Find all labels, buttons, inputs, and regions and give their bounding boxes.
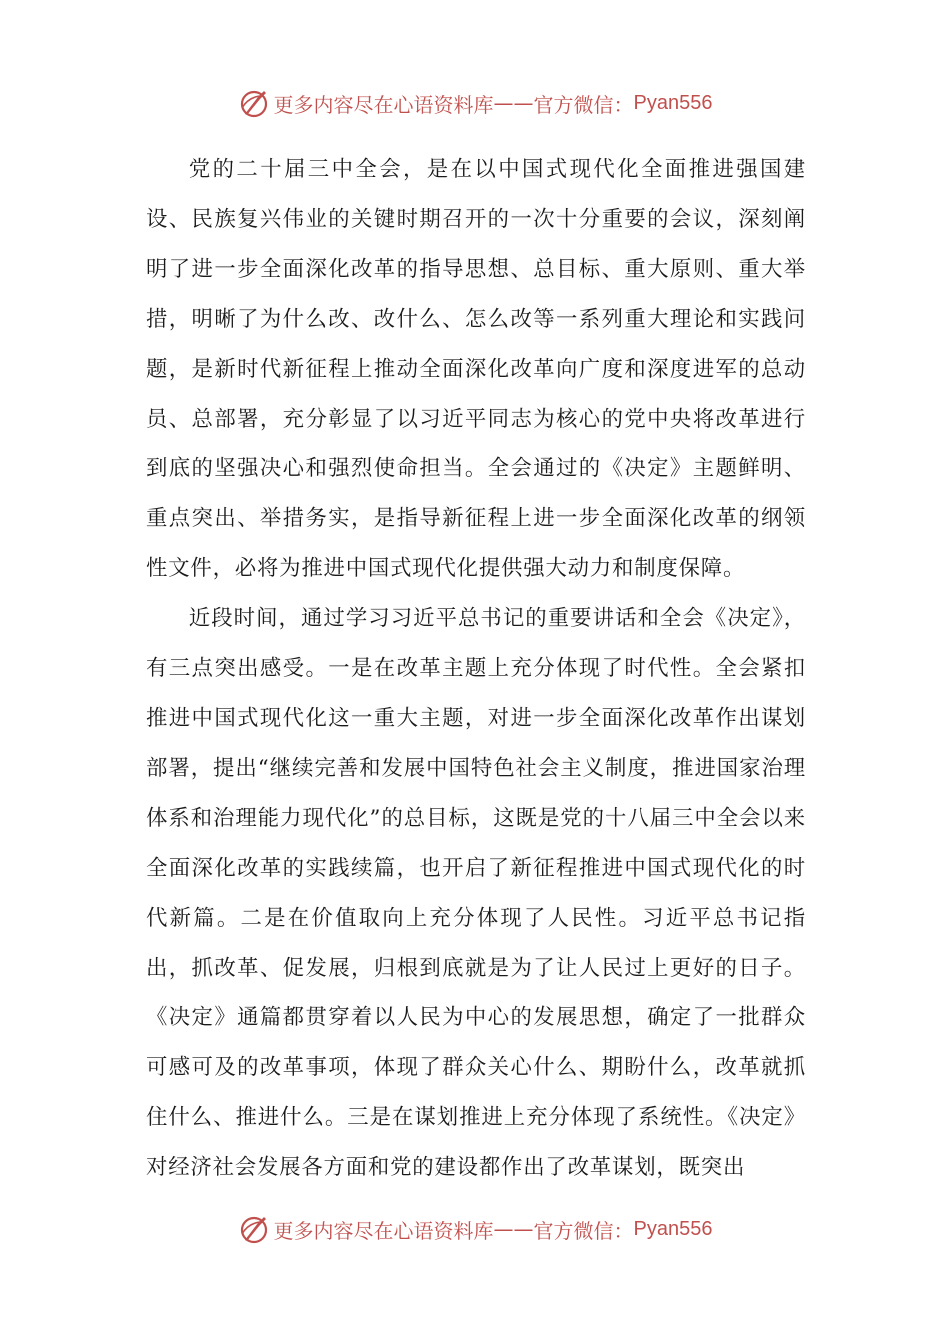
footer-banner [0,1209,950,1249]
header-banner-wechat-label: 官方微信： [533,92,634,117]
header-banner-dash: —— [493,91,534,115]
pen-nib-in-circle-icon [238,87,270,119]
footer-banner-wechat-label: 官方微信： [533,1218,634,1243]
header-banner-wechat-handle: Pyan556 [633,91,713,114]
pen-nib-in-circle-icon [238,1213,270,1245]
footer-banner-wechat-handle: Pyan556 [633,1217,713,1240]
footer-banner-dash: —— [493,1217,534,1241]
paragraph-2: 近段时间，通过学习习近平总书记的重要讲话和全会《决定》，有三点突出感受。一是在改革主题上充分体现了时代性。全会紧扣推进中国式现代化这一重大主题，对进一步全面深化改革作出谋划部署，提出“继续完善和发展中国特色社会主义制度，推进国家治理体系和治理能力现代化”的总目标，这既是党的十八届三中全会以来全面深化改革的实践续篇，也开启了新征程推进中国式现代化的时代新篇。二是在价值取向上充分体现了人民性。习近平总书记指出，抓改革、促发展，归根到底就是为了让人民过上更好的日子。《决定》通篇都贯穿着以人民为中心的发展思想，确定了一批群众可感可及的改革事项，体现了群众关心什么、期盼什么，改革就抓住什么、推进什么。三是在谋划推进上充分体现了系统性。《决定》对经济社会发展各方面和党的建设都作出了改革谋划，既突出 [146,606,806,1181]
header-banner [0,83,950,123]
paragraph-1: 党的二十届三中全会，是在以中国式现代化全面推进强国建设、民族复兴伟业的关键时期召开的一次十分重要的会议，深刻阐明了进一步全面深化改革的指导思想、总目标、重大原则、重大举措，明晰了为什么改、改什么、怎么改等一系列重大理论和实践问题，是新时代新征程上推动全面深化改革向广度和深度进军的总动员、总部署，充分彰显了以习近平同志为核心的党中央将改革进行到底的坚强决心和强烈使命担当。全会通过的《决定》主题鲜明、重点突出、举措务实，是指导新征程上进一步全面深化改革的纲领性文件，必将为推进中国式现代化提供强大动力和制度保障。 [146,157,806,582]
document-body [146,145,806,1193]
footer-banner-title: 更多内容尽在心语资料库 [273,1218,494,1243]
header-banner-title: 更多内容尽在心语资料库 [273,92,494,117]
